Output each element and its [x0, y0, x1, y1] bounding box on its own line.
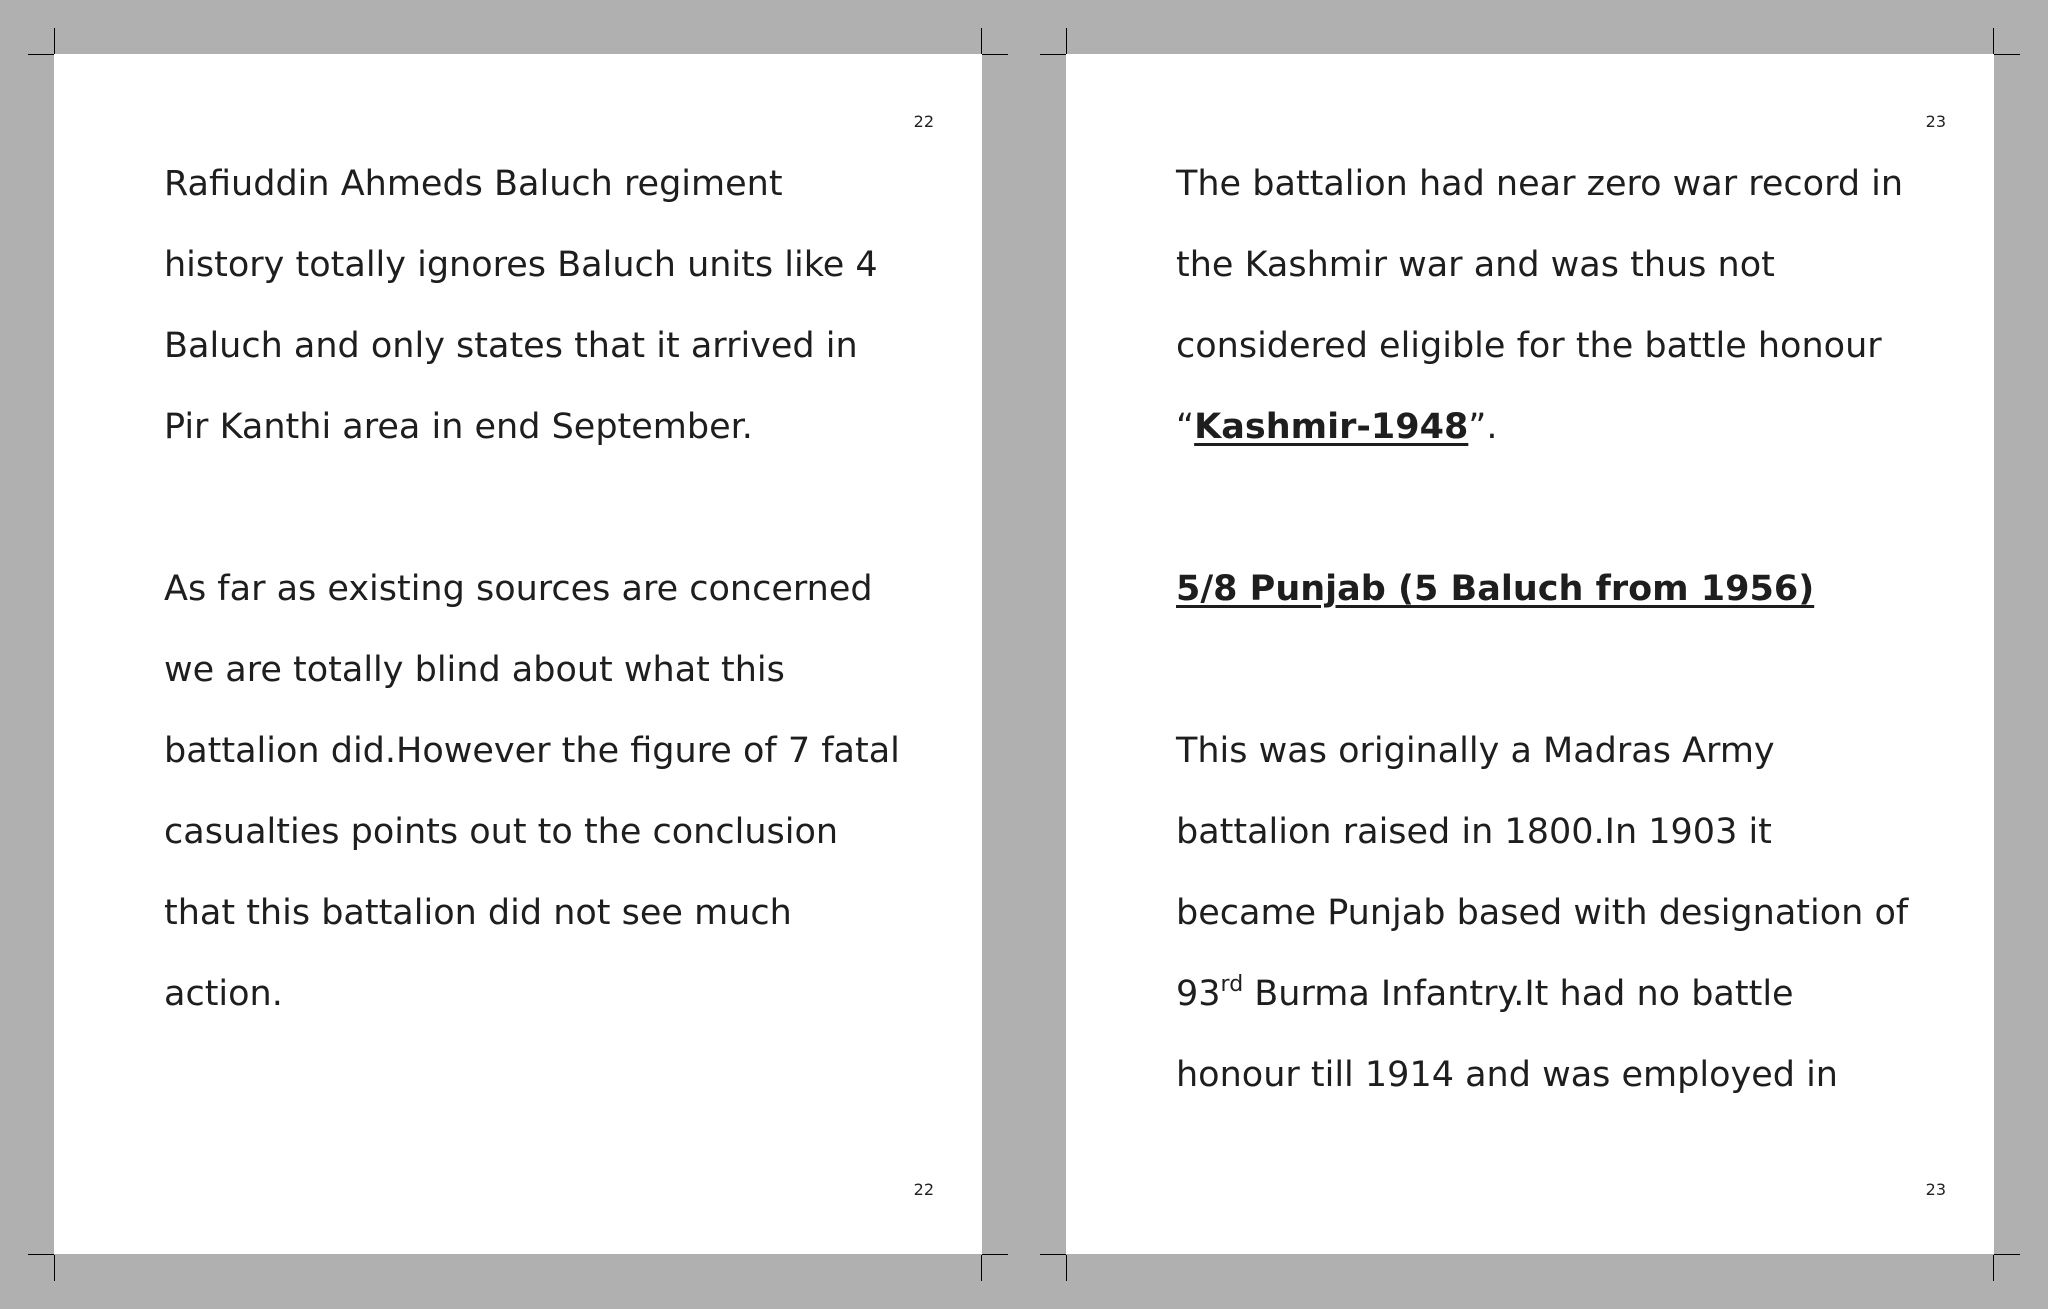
text-line: considered eligible for the battle honour — [1176, 326, 1882, 366]
section-heading: 5/8 Punjab (5 Baluch from 1956) — [1176, 569, 1815, 609]
crop-mark — [981, 28, 982, 54]
text-line: This was originally a Madras Army — [1176, 731, 1775, 771]
page-number-top: 23 — [1925, 112, 1946, 131]
crop-mark — [1993, 28, 1994, 54]
ordinal-number: 93 — [1176, 974, 1221, 1014]
page-number-bottom: 23 — [1925, 1180, 1946, 1199]
left-page — [54, 54, 982, 1254]
text-line: Pir Kanthi area in end September. — [164, 407, 753, 447]
text-line: became Punjab based with designation of — [1176, 893, 1909, 933]
ordinal-suffix: rd — [1220, 972, 1244, 997]
page-number-bottom: 22 — [913, 1180, 934, 1199]
text-line: battalion raised in 1800.In 1903 it — [1176, 812, 1772, 852]
crop-mark — [982, 54, 1008, 55]
crop-mark — [1994, 54, 2020, 55]
crop-mark — [981, 1255, 982, 1281]
ordinal-line — [1176, 969, 1794, 1019]
crop-mark — [982, 1254, 1008, 1255]
crop-mark — [1040, 54, 1066, 55]
text-line: As far as existing sources are concerned — [164, 569, 873, 609]
crop-mark — [1040, 1254, 1066, 1255]
text-line: Rafiuddin Ahmeds Baluch regiment — [164, 164, 783, 204]
text-line: casualties points out to the conclusion — [164, 812, 839, 852]
text-line: we are totally blind about what this — [164, 650, 785, 690]
crop-mark — [28, 54, 54, 55]
text-line: The battalion had near zero war record in — [1176, 164, 1904, 204]
crop-mark — [54, 1255, 55, 1281]
quote-open: “ — [1176, 407, 1195, 447]
crop-mark — [1994, 1254, 2020, 1255]
text-line: Baluch and only states that it arrived in — [164, 326, 858, 366]
crop-mark — [1993, 1255, 1994, 1281]
text-line: that this battalion did not see much — [164, 893, 792, 933]
quote-close: ”. — [1468, 407, 1498, 447]
text-line: battalion did.However the figure of 7 fatal — [164, 731, 900, 771]
page-number-top: 22 — [913, 112, 934, 131]
text-line: history totally ignores Baluch units like 4 — [164, 245, 878, 285]
crop-mark — [28, 1254, 54, 1255]
crop-mark — [1066, 1255, 1067, 1281]
crop-mark — [54, 28, 55, 54]
text-line: the Kashmir war and was thus not — [1176, 245, 1775, 285]
crop-mark — [1066, 28, 1067, 54]
ordinal-rest: Burma Infantry.It had no battle — [1243, 974, 1794, 1014]
right-page — [1066, 54, 1994, 1254]
battle-honour-name: Kashmir-1948 — [1194, 407, 1469, 447]
battle-honour-line — [1176, 402, 1498, 452]
text-line: action. — [164, 974, 283, 1014]
text-line: honour till 1914 and was employed in — [1176, 1055, 1838, 1095]
